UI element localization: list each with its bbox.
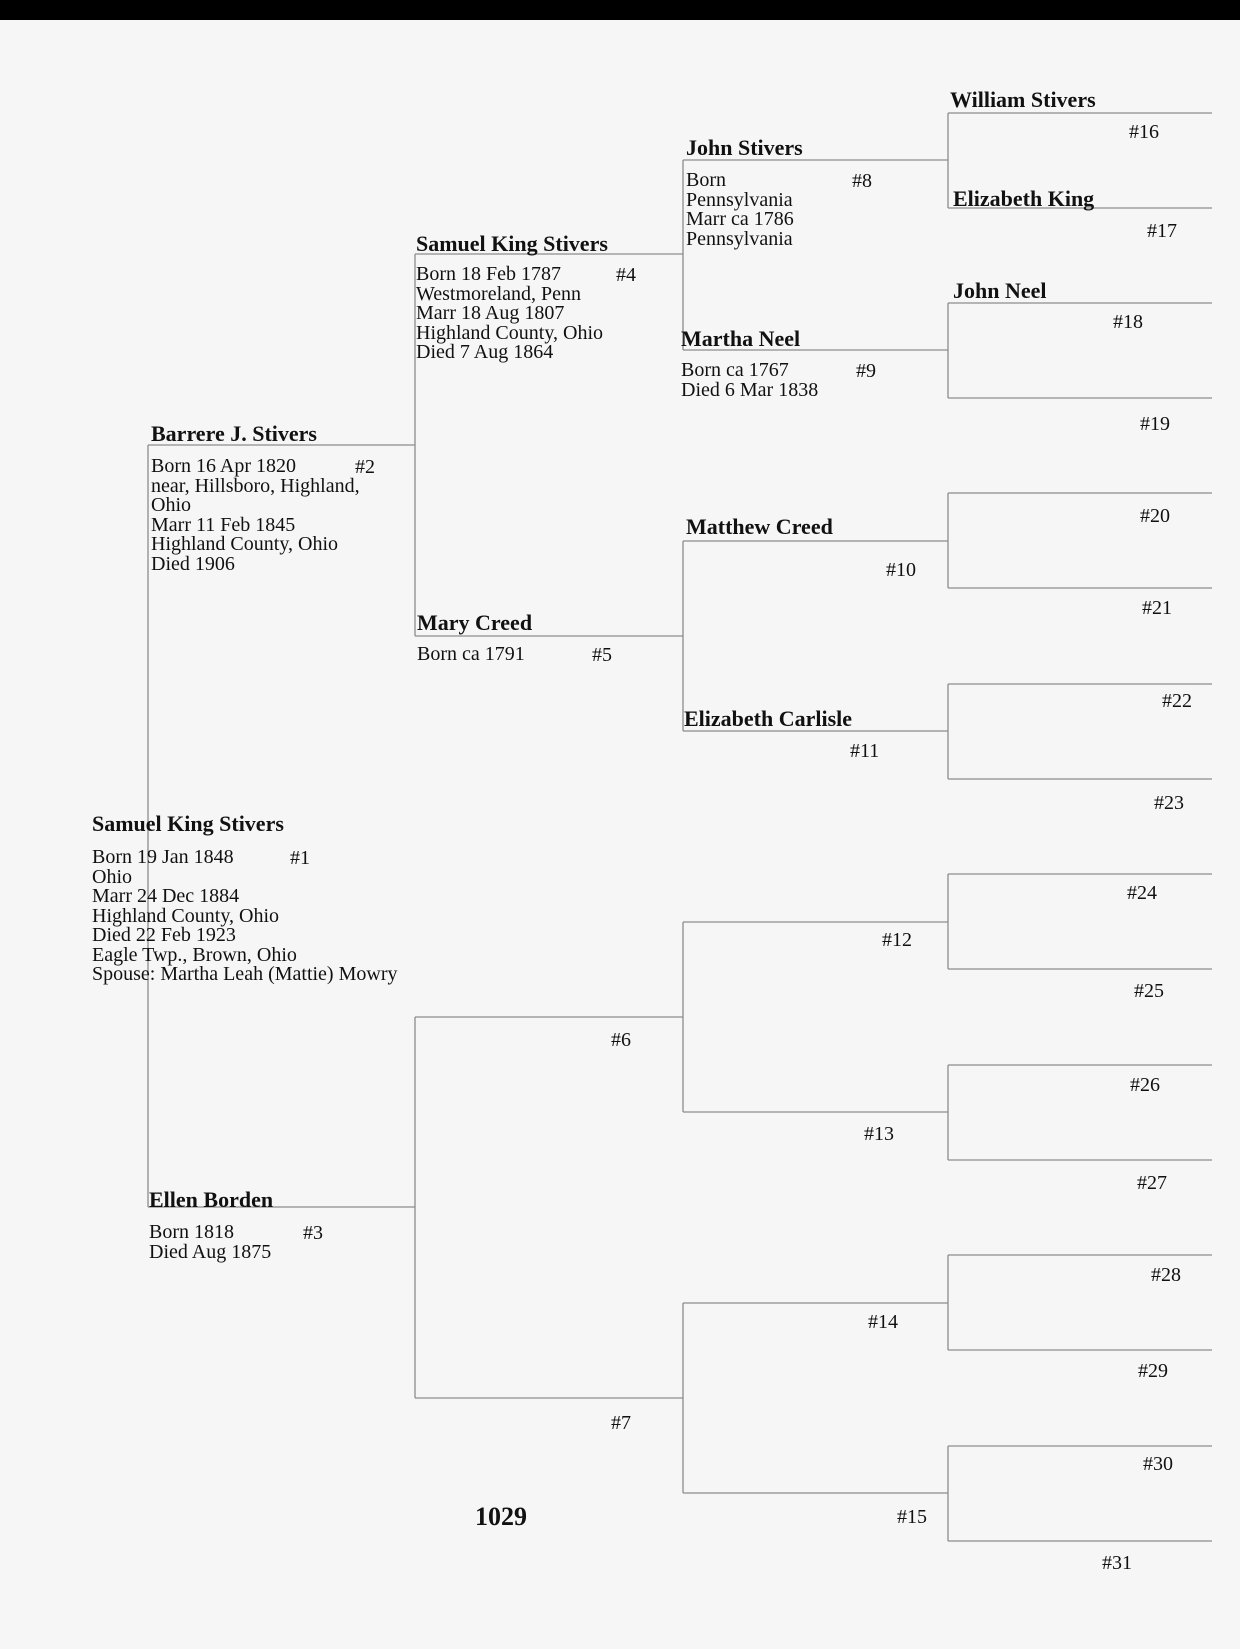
person-3-name: Ellen Borden bbox=[149, 1187, 274, 1212]
person-5-number: #5 bbox=[592, 644, 612, 666]
person-14-number: #14 bbox=[868, 1311, 898, 1333]
page-number: 1029 bbox=[475, 1502, 527, 1531]
person-8-number: #8 bbox=[852, 170, 872, 192]
person-12-number: #12 bbox=[882, 929, 912, 951]
person-16-name: William Stivers bbox=[950, 87, 1096, 112]
person-10-name: Matthew Creed bbox=[686, 514, 833, 539]
person-24-number: #24 bbox=[1127, 882, 1157, 904]
person-22-number: #22 bbox=[1162, 690, 1192, 712]
person-8-name: John Stivers bbox=[686, 135, 803, 160]
person-9-details: Born ca 1767 Died 6 Mar 1838 bbox=[681, 359, 819, 401]
person-27-number: #27 bbox=[1137, 1172, 1167, 1194]
person-18-number: #18 bbox=[1113, 311, 1143, 333]
person-8-details: Born Pennsylvania Marr ca 1786 Pennsylvania bbox=[686, 169, 794, 250]
person-16-number: #16 bbox=[1129, 121, 1159, 143]
person-20-number: #20 bbox=[1140, 505, 1170, 527]
person-21-number: #21 bbox=[1142, 597, 1172, 619]
person-5-details: Born ca 1791 bbox=[417, 643, 525, 665]
person-10-number: #10 bbox=[886, 559, 916, 581]
person-13-number: #13 bbox=[864, 1123, 894, 1145]
person-17-number: #17 bbox=[1147, 220, 1177, 242]
person-19-number: #19 bbox=[1140, 413, 1170, 435]
person-31-number: #31 bbox=[1102, 1552, 1132, 1574]
person-1-number: #1 bbox=[290, 847, 310, 869]
person-11-number: #11 bbox=[850, 740, 880, 762]
person-26-number: #26 bbox=[1130, 1074, 1160, 1096]
person-3-number: #3 bbox=[303, 1222, 323, 1244]
person-29-number: #29 bbox=[1138, 1360, 1168, 1382]
person-3-details: Born 1818 Died Aug 1875 bbox=[149, 1221, 272, 1263]
person-28-number: #28 bbox=[1151, 1264, 1181, 1286]
person-4-number: #4 bbox=[616, 264, 636, 286]
person-11-name: Elizabeth Carlisle bbox=[684, 706, 853, 731]
person-1-details: Born 19 Jan 1848 Ohio Marr 24 Dec 1884 Highland County, Ohio Died 22 Feb 1923 Eagle Twp., Brown, Ohio Spouse: Martha Leah (Mattie) Mowry bbox=[92, 846, 398, 985]
person-2-name: Barrere J. Stivers bbox=[151, 421, 317, 446]
person-17-name: Elizabeth King bbox=[953, 186, 1095, 211]
person-23-number: #23 bbox=[1154, 792, 1184, 814]
person-18-name: John Neel bbox=[953, 278, 1047, 303]
person-6-number: #6 bbox=[611, 1029, 631, 1051]
person-15-number: #15 bbox=[897, 1506, 927, 1528]
person-9-name: Martha Neel bbox=[681, 326, 801, 351]
person-2-details: Born 16 Apr 1820 near, Hillsboro, Highland, Ohio Marr 11 Feb 1845 Highland County, Ohio Died 1906 bbox=[151, 455, 360, 575]
person-25-number: #25 bbox=[1134, 980, 1164, 1002]
person-4-name: Samuel King Stivers bbox=[416, 231, 608, 256]
person-9-number: #9 bbox=[856, 360, 876, 382]
person-2-number: #2 bbox=[355, 456, 375, 478]
person-1-name: Samuel King Stivers bbox=[92, 811, 284, 836]
person-4-details: Born 18 Feb 1787 Westmoreland, Penn Marr 18 Aug 1807 Highland County, Ohio Died 7 Aug 1864 bbox=[416, 263, 604, 363]
person-7-number: #7 bbox=[611, 1412, 631, 1434]
person-30-number: #30 bbox=[1143, 1453, 1173, 1475]
person-5-name: Mary Creed bbox=[417, 610, 533, 635]
